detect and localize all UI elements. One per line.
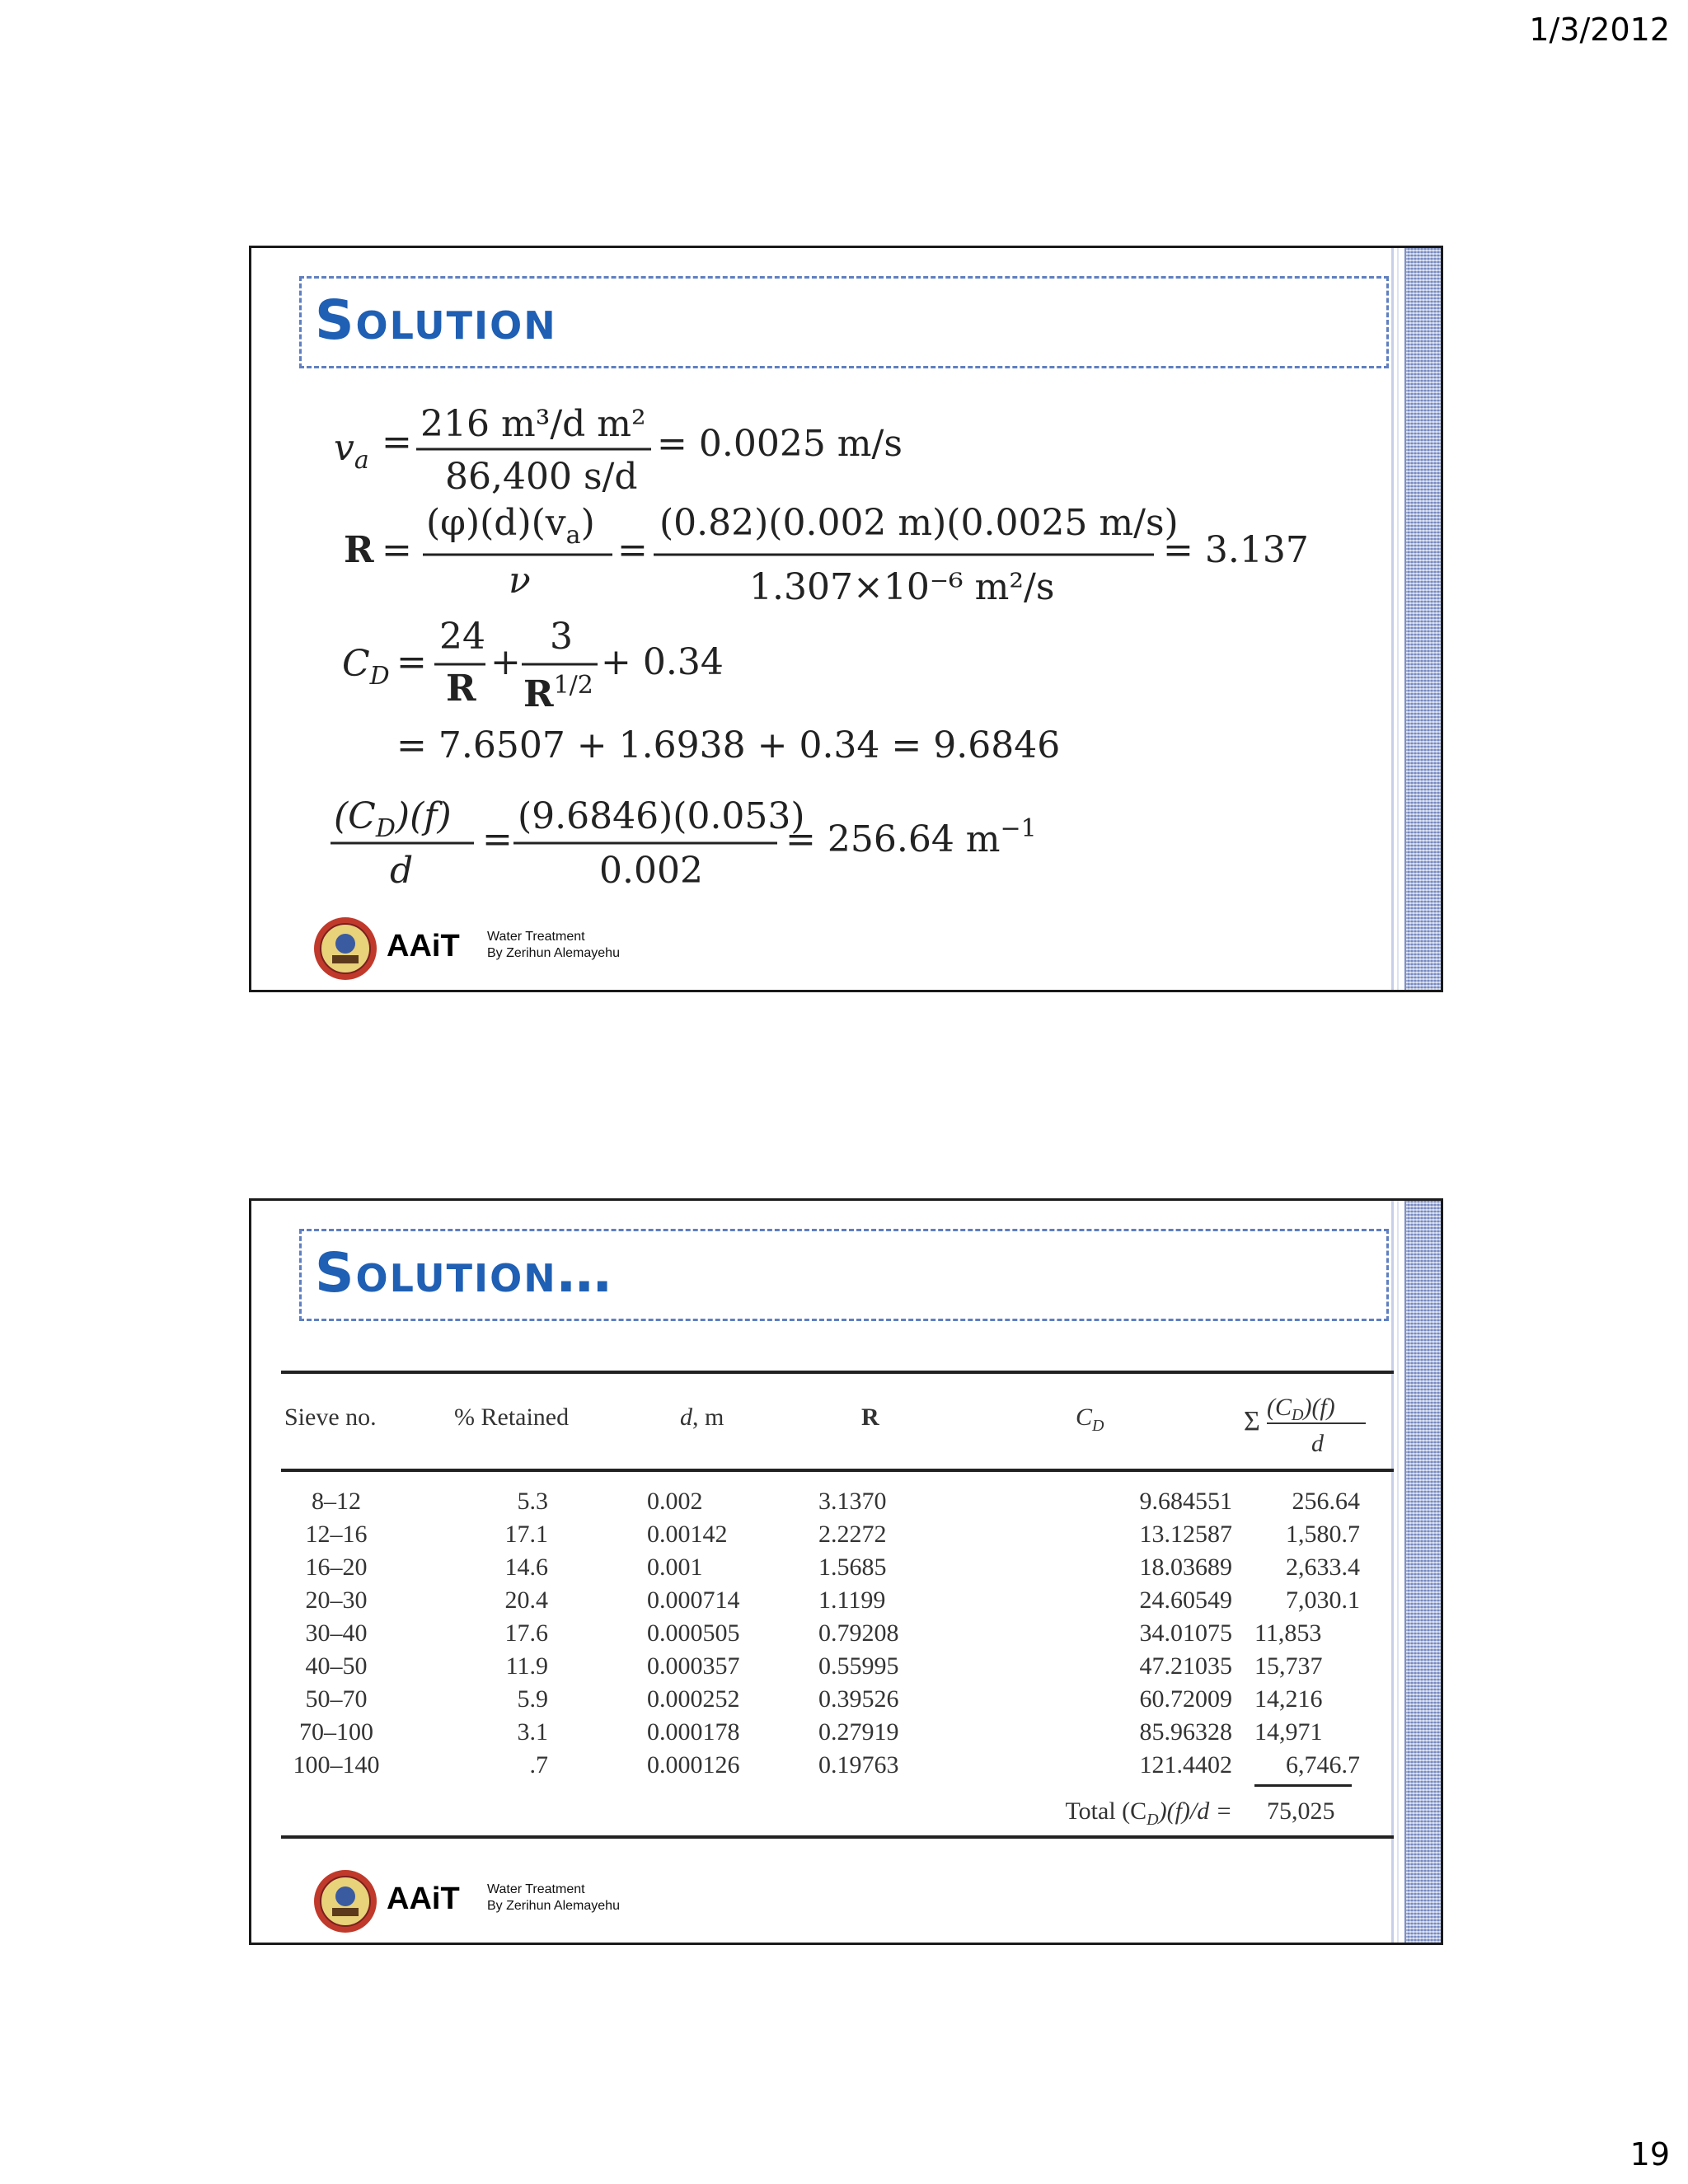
cell-d: 0.000714 bbox=[647, 1586, 740, 1614]
cell-sieve: 16–20 bbox=[305, 1554, 368, 1581]
cell-sieve: 20–30 bbox=[305, 1586, 368, 1614]
cell-retained: 14.6 bbox=[504, 1554, 548, 1581]
title-box bbox=[299, 1229, 1389, 1321]
page-number: 19 bbox=[1629, 2136, 1670, 2172]
cell-sum: 7,030.1 bbox=[1286, 1586, 1360, 1614]
eq5-numerator-1: $(C_D)(f)$ bbox=[334, 795, 452, 843]
cell-R: 0.19763 bbox=[818, 1751, 899, 1779]
cell-sieve: 8–12 bbox=[312, 1488, 361, 1515]
cell-retained: 3.1 bbox=[517, 1718, 548, 1746]
slide-divider bbox=[1391, 1201, 1394, 1943]
eq2-numerator-2: (0.82)(0.002 m)(0.0025 m/s) bbox=[659, 502, 1179, 544]
footer-author: By Zerihun Alemayehu bbox=[487, 1899, 620, 1913]
cell-d: 0.001 bbox=[647, 1554, 703, 1581]
cell-sum: 14,216 bbox=[1254, 1685, 1323, 1713]
cell-sum: 11,853 bbox=[1254, 1619, 1322, 1647]
slide-side-stripe bbox=[1404, 248, 1441, 990]
cell-retained: 5.3 bbox=[517, 1488, 548, 1515]
header-cd: $C_D$ bbox=[1076, 1404, 1104, 1435]
cell-R: 1.1199 bbox=[818, 1586, 886, 1614]
table-top-rule bbox=[281, 1371, 1394, 1374]
cell-cd: 9.684551 bbox=[1139, 1488, 1232, 1515]
eq5-numerator-2: (9.6846)(0.053) bbox=[518, 795, 805, 837]
footer-course bbox=[487, 1882, 620, 1915]
eq3-plus: + bbox=[490, 641, 521, 683]
solution-equation-5 bbox=[251, 248, 1323, 957]
cell-sieve: 70–100 bbox=[299, 1718, 373, 1746]
cell-cd: 13.12587 bbox=[1139, 1521, 1232, 1548]
eq4: = 7.6507 + 1.6938 + 0.34 = 9.6846 bbox=[396, 724, 1061, 766]
eq3-frac2-den: $R^{1/2}$ bbox=[523, 671, 593, 715]
footer-author: By Zerihun Alemayehu bbox=[487, 946, 620, 960]
cell-d: 0.000252 bbox=[647, 1685, 740, 1713]
cell-cd: 121.4402 bbox=[1139, 1751, 1232, 1779]
aait-logo bbox=[312, 1868, 378, 1934]
eq2-result: = 3.137 bbox=[1163, 529, 1309, 571]
cell-R: 0.55995 bbox=[818, 1652, 899, 1680]
footer-course-title: Water Treatment bbox=[487, 930, 585, 944]
header-sum-denominator: d bbox=[1311, 1430, 1324, 1457]
total-label: Total $(C_D)(f)/d$ = bbox=[1065, 1797, 1232, 1829]
cell-sum: 14,971 bbox=[1254, 1718, 1323, 1746]
cell-retained: 11.9 bbox=[505, 1652, 548, 1680]
cell-d: 0.000505 bbox=[647, 1619, 740, 1647]
cell-R: 0.79208 bbox=[818, 1619, 899, 1647]
cell-sieve: 50–70 bbox=[305, 1685, 368, 1713]
eq3-tail: + 0.34 bbox=[601, 641, 724, 683]
slide-title: Solution bbox=[315, 288, 557, 352]
cell-cd: 24.60549 bbox=[1139, 1586, 1232, 1614]
eq1-result: = 0.0025 m/s bbox=[657, 423, 903, 465]
eq2-equals-2: = bbox=[617, 529, 648, 571]
cell-sum: 256.64 bbox=[1292, 1488, 1360, 1515]
footer-course-title: Water Treatment bbox=[487, 1882, 585, 1896]
slide-divider bbox=[1397, 1201, 1399, 1943]
slide-side-stripe bbox=[1404, 1201, 1441, 1943]
footer-brand: AAiT bbox=[387, 929, 460, 963]
header-retained: % Retained bbox=[454, 1404, 570, 1431]
footer-brand: AAiT bbox=[387, 1882, 460, 1916]
cell-cd: 47.21035 bbox=[1139, 1652, 1232, 1680]
cell-d: 0.002 bbox=[647, 1488, 703, 1515]
eq5-result: = 256.64 $m^{-1}$ bbox=[785, 814, 1037, 860]
cell-d: 0.000126 bbox=[647, 1751, 740, 1779]
eq2-denominator-2: 1.307×10⁻⁶ m²/s bbox=[749, 566, 1055, 608]
cell-sum: 2,633.4 bbox=[1286, 1554, 1360, 1581]
cell-retained: 17.6 bbox=[504, 1619, 548, 1647]
slide-solution bbox=[249, 246, 1443, 992]
cell-R: 0.27919 bbox=[818, 1718, 899, 1746]
cell-cd: 60.72009 bbox=[1139, 1685, 1232, 1713]
cell-d: 0.00142 bbox=[647, 1521, 728, 1548]
eq3-frac2-num: 3 bbox=[550, 616, 573, 658]
cell-sieve: 40–50 bbox=[305, 1652, 368, 1680]
table-bottom-rule bbox=[281, 1835, 1394, 1839]
cell-retained: .7 bbox=[529, 1751, 548, 1779]
eq1-lhs: $v_a$ bbox=[334, 427, 369, 475]
eq3-frac1-num: 24 bbox=[439, 616, 485, 658]
header-R: R bbox=[861, 1404, 879, 1431]
header-sum-formula bbox=[1240, 1376, 1389, 1466]
cell-sum: 15,737 bbox=[1254, 1652, 1323, 1680]
header-d: d, m bbox=[680, 1404, 724, 1431]
slide-solution-table bbox=[249, 1198, 1443, 1945]
cell-sum: 1,580.7 bbox=[1286, 1521, 1360, 1548]
eq2-denominator-1: ν bbox=[509, 560, 531, 602]
total-value: 75,025 bbox=[1267, 1797, 1335, 1825]
eq2-lhs: R bbox=[344, 529, 374, 571]
cell-sieve: 12–16 bbox=[305, 1521, 368, 1548]
cell-sieve: 30–40 bbox=[305, 1619, 368, 1647]
eq1-denominator: 86,400 s/d bbox=[445, 456, 638, 498]
cell-retained: 5.9 bbox=[517, 1685, 548, 1713]
slide-title: Solution… bbox=[315, 1241, 613, 1305]
cell-cd: 85.96328 bbox=[1139, 1718, 1232, 1746]
eq1-numerator: 216 m³/d m² bbox=[420, 403, 646, 445]
cell-sum: 6,746.7 bbox=[1286, 1751, 1360, 1779]
slide-divider bbox=[1397, 248, 1399, 990]
header-sum-sigma: Σ bbox=[1244, 1406, 1260, 1436]
eq5-denominator-2: 0.002 bbox=[599, 850, 703, 892]
eq2-equals: = bbox=[382, 529, 412, 571]
cell-cd: 34.01075 bbox=[1139, 1619, 1232, 1647]
eq5-equals: = bbox=[482, 818, 513, 860]
sum-total-rule bbox=[1254, 1784, 1352, 1787]
slide-divider bbox=[1391, 248, 1394, 990]
header-sum-numerator: $(C_D)(f)$ bbox=[1267, 1394, 1335, 1424]
aait-logo bbox=[312, 916, 378, 982]
cell-sieve: 100–140 bbox=[293, 1751, 380, 1779]
table-header-rule bbox=[281, 1469, 1394, 1472]
eq5-denominator-1: d bbox=[390, 850, 414, 892]
eq3-lhs: $C_D$ bbox=[342, 643, 390, 691]
cell-retained: 20.4 bbox=[504, 1586, 548, 1614]
header-sieve: Sieve no. bbox=[284, 1404, 377, 1431]
cell-d: 0.000178 bbox=[647, 1718, 740, 1746]
eq3-frac1-den: R bbox=[446, 668, 476, 710]
cell-R: 3.1370 bbox=[818, 1488, 887, 1515]
cell-retained: 17.1 bbox=[504, 1521, 548, 1548]
cell-d: 0.000357 bbox=[647, 1652, 740, 1680]
page-date: 1/3/2012 bbox=[1529, 12, 1670, 48]
cell-R: 2.2272 bbox=[818, 1521, 887, 1548]
eq3-equals: = bbox=[396, 641, 427, 683]
cell-R: 0.39526 bbox=[818, 1685, 899, 1713]
eq1-equals: = bbox=[382, 421, 412, 463]
footer-course bbox=[487, 929, 620, 962]
cell-cd: 18.03689 bbox=[1139, 1554, 1232, 1581]
cell-R: 1.5685 bbox=[818, 1554, 887, 1581]
eq2-numerator-1: $(\varphi)(d)(v_a)$ bbox=[426, 502, 595, 550]
